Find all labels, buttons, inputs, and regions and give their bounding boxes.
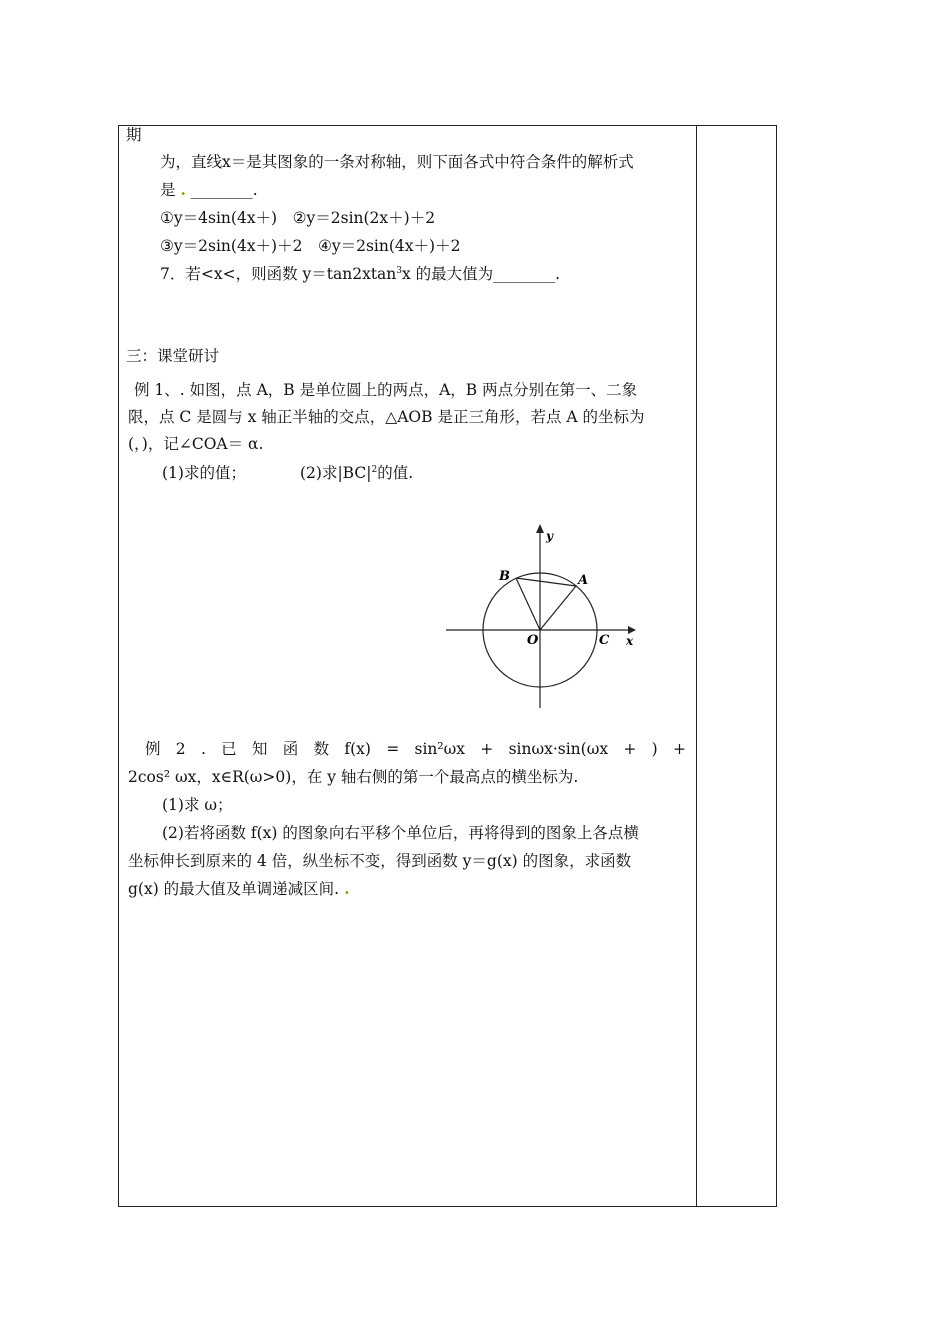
ex1-question2 (300, 463, 413, 483)
point-C-label: C (599, 633, 610, 648)
ex2-line1 (145, 739, 686, 759)
q7-superscript: 3 (396, 266, 403, 276)
q7-line (160, 264, 560, 284)
ex1-line3: (，)，记∠COA＝ α. (128, 435, 264, 453)
ex2-token: 例 (145, 740, 161, 758)
ex2-token: 知 (251, 740, 268, 758)
ex1-line2: 限，点 C 是圆与 x 轴正半轴的交点，△AOB 是正三角形，若点 A 的坐标为 (128, 408, 645, 426)
ex2-q2-line3-text: g(x) 的最大值及单调递减区间. (128, 880, 340, 898)
q6-options-row2: ③y＝2sin(4x＋)＋2 ④y＝2sin(4x＋)＋2 (160, 237, 461, 255)
y-axis-label: y (546, 529, 553, 543)
column-divider (696, 125, 697, 1207)
x-axis-arrow (628, 626, 636, 634)
point-O-label: O (527, 633, 539, 648)
ex2-line2: 2cos² ωx，x∈R(ω>0)，在 y 轴右侧的第一个最高点的横坐标为. (128, 768, 579, 786)
q7-text-after: x 的最大值为________. (402, 265, 561, 283)
point-A-label: A (578, 573, 589, 588)
ex2-token: = (386, 740, 400, 758)
ex2-token: . (200, 740, 206, 758)
ex2-token: sin²ωx (414, 740, 465, 758)
ex2-token: sinωx·sin(ωx (508, 740, 609, 758)
ex1-line1: 例 1、. 如图，点 A，B 是单位圆上的两点，A，B 两点分别在第一、二象 (134, 381, 638, 399)
edit-mark: . (180, 180, 186, 199)
ex2-q2-line2: 坐标伸长到原来的 4 倍，纵坐标不变，得到函数 y＝g(x) 的图象，求函数 (128, 852, 632, 870)
ex1-question1: (1)求的值； (162, 464, 246, 482)
ex1-q2-after: 的值. (377, 464, 414, 482)
q7-text-before: 7．若<x<，则函数 y＝tan2xtan (160, 265, 397, 283)
q6-blank: ________. (190, 181, 258, 199)
ex2-token: + (623, 740, 637, 758)
ex2-token: 数 (313, 740, 330, 758)
edit-mark: . (344, 879, 350, 898)
q6-options-row1: ①y＝4sin(4x＋) ②y＝2sin(2x＋)＋2 (160, 209, 436, 227)
q6-line1: 为，直线x＝是其图象的一条对称轴，则下面各式中符合条件的解析式 (160, 153, 634, 171)
ex2-token: 已 (221, 740, 237, 758)
page-header-char: 期 (126, 126, 142, 144)
q6-line2 (160, 180, 258, 200)
ex1-q2-superscript: 2 (371, 465, 378, 475)
ex2-token: 函 (282, 740, 299, 758)
section-title: 三：课堂研讨 (126, 347, 220, 365)
ex2-token: + (673, 740, 686, 758)
y-axis-arrow (536, 524, 544, 533)
point-B-label: B (499, 569, 510, 584)
ex2-token: 2 (175, 740, 186, 758)
segment-OB (516, 578, 540, 630)
segment-OA (540, 586, 576, 630)
ex2-q2-line3 (128, 879, 349, 899)
x-axis-label: x (626, 634, 634, 648)
ex1-q2-before: (2)求|BC| (300, 464, 372, 482)
ex2-q2-line1: (2)若将函数 f(x) 的图象向右平移个单位后，再将得到的图象上各点横 (162, 824, 639, 842)
ex2-token: ) (651, 740, 658, 758)
unit-circle-figure (440, 520, 650, 715)
ex2-token: f(x) (344, 740, 371, 758)
ex2-token: + (480, 740, 494, 758)
ex2-question1: (1)求 ω； (162, 796, 233, 814)
q6-line2-text: 是 (160, 181, 176, 199)
